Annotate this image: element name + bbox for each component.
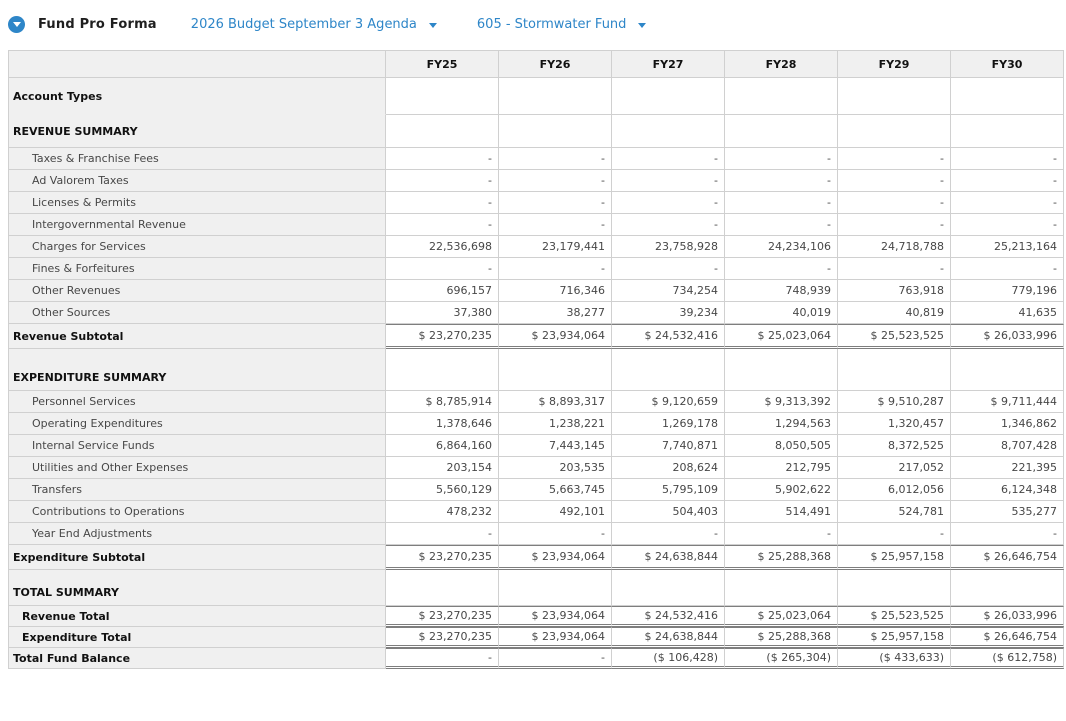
cell-value: -: [838, 148, 951, 170]
cell-value: 748,939: [725, 280, 838, 302]
table-row: [9, 78, 1064, 115]
cell-value: $ 9,711,444: [951, 391, 1064, 413]
cell-value: -: [725, 258, 838, 280]
cell-value: [951, 78, 1064, 115]
table-row: [9, 606, 1064, 627]
cell-value: [499, 570, 612, 606]
cell-value: -: [951, 214, 1064, 236]
row-label: EXPENDITURE SUMMARY: [9, 349, 386, 391]
cell-value: 763,918: [838, 280, 951, 302]
cell-value: -: [951, 170, 1064, 192]
cell-value: -: [499, 192, 612, 214]
cell-value: 696,157: [386, 280, 499, 302]
cell-value: 8,372,525: [838, 435, 951, 457]
cell-value: 37,380: [386, 302, 499, 324]
cell-value: -: [386, 192, 499, 214]
cell-value: -: [838, 523, 951, 545]
cell-value: $ 23,934,064: [499, 545, 612, 570]
row-label: Utilities and Other Expenses: [9, 457, 386, 479]
cell-value: $ 24,532,416: [612, 606, 725, 627]
cell-value: $ 26,646,754: [951, 627, 1064, 648]
cell-value: 40,019: [725, 302, 838, 324]
cell-value: 504,403: [612, 501, 725, 523]
cell-value: -: [612, 148, 725, 170]
table-row: [9, 236, 1064, 258]
cell-value: [499, 349, 612, 391]
cell-value: [838, 349, 951, 391]
column-header: FY29: [838, 51, 951, 78]
cell-value: $ 23,934,064: [499, 627, 612, 648]
table-row: [9, 648, 1064, 669]
cell-value: 5,663,745: [499, 479, 612, 501]
table-row: [9, 324, 1064, 349]
cell-value: $ 24,638,844: [612, 627, 725, 648]
cell-value: [386, 115, 499, 148]
row-label: Fines & Forfeitures: [9, 258, 386, 280]
table-row: [9, 413, 1064, 435]
table-row: [9, 349, 1064, 391]
cell-value: 5,902,622: [725, 479, 838, 501]
cell-value: $ 25,523,525: [838, 606, 951, 627]
cell-value: $ 9,120,659: [612, 391, 725, 413]
cell-value: 212,795: [725, 457, 838, 479]
cell-value: $ 8,785,914: [386, 391, 499, 413]
cell-value: 24,718,788: [838, 236, 951, 258]
row-label: Revenue Subtotal: [9, 324, 386, 349]
cell-value: [386, 570, 499, 606]
cell-value: [499, 78, 612, 115]
cell-value: -: [612, 258, 725, 280]
row-label: Contributions to Operations: [9, 501, 386, 523]
cell-value: [386, 78, 499, 115]
cell-value: -: [386, 170, 499, 192]
cell-value: 217,052: [838, 457, 951, 479]
cell-value: $ 23,270,235: [386, 627, 499, 648]
table-row: [9, 457, 1064, 479]
fund-dropdown-label: 605 - Stormwater Fund: [476, 16, 627, 32]
cell-value: -: [838, 170, 951, 192]
cell-value: 40,819: [838, 302, 951, 324]
table-row: [9, 627, 1064, 648]
cell-value: -: [386, 148, 499, 170]
row-label: Operating Expenditures: [9, 413, 386, 435]
cell-value: 7,443,145: [499, 435, 612, 457]
cell-value: -: [838, 192, 951, 214]
cell-value: -: [612, 523, 725, 545]
row-label: Intergovernmental Revenue: [9, 214, 386, 236]
row-label: Account Types: [9, 78, 386, 115]
cell-value: $ 25,023,064: [725, 324, 838, 349]
caret-down-icon: [13, 22, 21, 27]
cell-value: 41,635: [951, 302, 1064, 324]
cell-value: -: [725, 170, 838, 192]
cell-value: 22,536,698: [386, 236, 499, 258]
cell-value: 1,378,646: [386, 413, 499, 435]
cell-value: $ 25,957,158: [838, 545, 951, 570]
row-label: Expenditure Total: [9, 627, 386, 648]
row-label: Other Sources: [9, 302, 386, 324]
cell-value: $ 26,033,996: [951, 606, 1064, 627]
cell-value: 6,124,348: [951, 479, 1064, 501]
cell-value: 208,624: [612, 457, 725, 479]
cell-value: $ 25,288,368: [725, 545, 838, 570]
row-label: Other Revenues: [9, 280, 386, 302]
caret-down-icon: [638, 23, 646, 28]
cell-value: 203,535: [499, 457, 612, 479]
cell-value: $ 9,510,287: [838, 391, 951, 413]
cell-value: 23,758,928: [612, 236, 725, 258]
cell-value: 203,154: [386, 457, 499, 479]
cell-value: 734,254: [612, 280, 725, 302]
cell-value: 25,213,164: [951, 236, 1064, 258]
table-row: [9, 523, 1064, 545]
cell-value: -: [951, 192, 1064, 214]
table-row: [9, 435, 1064, 457]
table-row: [9, 214, 1064, 236]
cell-value: [951, 115, 1064, 148]
row-label: Revenue Total: [9, 606, 386, 627]
cell-value: $ 8,893,317: [499, 391, 612, 413]
cell-value: -: [725, 214, 838, 236]
cell-value: [612, 570, 725, 606]
cell-value: -: [725, 523, 838, 545]
column-header: FY26: [499, 51, 612, 78]
cell-value: [725, 78, 838, 115]
fund-dropdown[interactable]: [477, 17, 647, 32]
column-header: FY28: [725, 51, 838, 78]
table-row: [9, 302, 1064, 324]
cell-value: [612, 78, 725, 115]
table-row: [9, 170, 1064, 192]
table-row: [9, 570, 1064, 606]
table-row: [9, 391, 1064, 413]
cell-value: 779,196: [951, 280, 1064, 302]
cell-value: $ 25,523,525: [838, 324, 951, 349]
cell-value: -: [838, 214, 951, 236]
collapse-circle-caret-down-icon[interactable]: [8, 16, 25, 33]
cell-value: -: [499, 214, 612, 236]
cell-value: [951, 570, 1064, 606]
cell-value: -: [499, 170, 612, 192]
cell-value: -: [838, 258, 951, 280]
cell-value: ($ 265,304): [725, 648, 838, 669]
cell-value: 7,740,871: [612, 435, 725, 457]
cell-value: -: [499, 148, 612, 170]
cell-value: [612, 349, 725, 391]
row-label: Transfers: [9, 479, 386, 501]
cell-value: $ 9,313,392: [725, 391, 838, 413]
cell-value: [725, 570, 838, 606]
cell-value: 1,320,457: [838, 413, 951, 435]
cell-value: [951, 349, 1064, 391]
cell-value: 24,234,106: [725, 236, 838, 258]
cell-value: -: [725, 148, 838, 170]
table-row: [9, 148, 1064, 170]
column-header: FY30: [951, 51, 1064, 78]
cell-value: 38,277: [499, 302, 612, 324]
cell-value: 1,269,178: [612, 413, 725, 435]
column-header: FY27: [612, 51, 725, 78]
cell-value: [725, 115, 838, 148]
cell-value: [386, 349, 499, 391]
cell-value: -: [612, 214, 725, 236]
cell-value: -: [386, 523, 499, 545]
row-label: Ad Valorem Taxes: [9, 170, 386, 192]
cell-value: ($ 433,633): [838, 648, 951, 669]
row-label: Expenditure Subtotal: [9, 545, 386, 570]
table-row: [9, 501, 1064, 523]
caret-down-icon: [429, 23, 437, 28]
cell-value: -: [386, 214, 499, 236]
cell-value: -: [951, 258, 1064, 280]
cell-value: $ 25,288,368: [725, 627, 838, 648]
cell-value: $ 23,270,235: [386, 545, 499, 570]
cell-value: 8,707,428: [951, 435, 1064, 457]
cell-value: -: [951, 148, 1064, 170]
cell-value: $ 23,270,235: [386, 324, 499, 349]
row-label: Internal Service Funds: [9, 435, 386, 457]
table-row: [9, 192, 1064, 214]
cell-value: $ 25,023,064: [725, 606, 838, 627]
cell-value: [499, 115, 612, 148]
cell-value: 716,346: [499, 280, 612, 302]
cell-value: [838, 570, 951, 606]
row-label: Charges for Services: [9, 236, 386, 258]
budget-dropdown[interactable]: [191, 17, 437, 32]
cell-value: -: [386, 258, 499, 280]
pro-forma-table: [8, 50, 1064, 669]
row-label: Taxes & Franchise Fees: [9, 148, 386, 170]
cell-value: $ 24,638,844: [612, 545, 725, 570]
table-row: [9, 479, 1064, 501]
cell-value: 1,294,563: [725, 413, 838, 435]
row-label: TOTAL SUMMARY: [9, 570, 386, 606]
cell-value: -: [612, 170, 725, 192]
cell-value: 6,864,160: [386, 435, 499, 457]
row-label-column-header: [9, 51, 386, 78]
cell-value: 23,179,441: [499, 236, 612, 258]
row-label: Total Fund Balance: [9, 648, 386, 669]
toolbar: [0, 0, 1066, 37]
cell-value: [725, 349, 838, 391]
row-label: REVENUE SUMMARY: [9, 115, 386, 148]
cell-value: 524,781: [838, 501, 951, 523]
cell-value: -: [499, 258, 612, 280]
cell-value: -: [499, 648, 612, 669]
cell-value: $ 26,646,754: [951, 545, 1064, 570]
cell-value: 1,238,221: [499, 413, 612, 435]
cell-value: -: [499, 523, 612, 545]
table-row: [9, 545, 1064, 570]
budget-dropdown-label: 2026 Budget September 3 Agenda: [190, 16, 417, 32]
cell-value: 492,101: [499, 501, 612, 523]
cell-value: 5,560,129: [386, 479, 499, 501]
row-label: Year End Adjustments: [9, 523, 386, 545]
cell-value: 478,232: [386, 501, 499, 523]
cell-value: $ 23,934,064: [499, 606, 612, 627]
cell-value: 514,491: [725, 501, 838, 523]
table-row: [9, 258, 1064, 280]
cell-value: 5,795,109: [612, 479, 725, 501]
cell-value: 535,277: [951, 501, 1064, 523]
table-header-row: [9, 51, 1064, 78]
cell-value: -: [725, 192, 838, 214]
cell-value: 39,234: [612, 302, 725, 324]
cell-value: 221,395: [951, 457, 1064, 479]
cell-value: $ 26,033,996: [951, 324, 1064, 349]
cell-value: $ 25,957,158: [838, 627, 951, 648]
cell-value: [612, 115, 725, 148]
cell-value: 6,012,056: [838, 479, 951, 501]
cell-value: $ 23,270,235: [386, 606, 499, 627]
cell-value: 8,050,505: [725, 435, 838, 457]
cell-value: [838, 115, 951, 148]
cell-value: -: [386, 648, 499, 669]
table-row: [9, 280, 1064, 302]
cell-value: $ 23,934,064: [499, 324, 612, 349]
row-label: Licenses & Permits: [9, 192, 386, 214]
column-header: FY25: [386, 51, 499, 78]
cell-value: -: [612, 192, 725, 214]
cell-value: [838, 78, 951, 115]
cell-value: 1,346,862: [951, 413, 1064, 435]
cell-value: -: [951, 523, 1064, 545]
table-row: [9, 115, 1064, 148]
row-label: Personnel Services: [9, 391, 386, 413]
cell-value: $ 24,532,416: [612, 324, 725, 349]
page-title: Fund Pro Forma: [38, 16, 157, 32]
cell-value: ($ 612,758): [951, 648, 1064, 669]
cell-value: ($ 106,428): [612, 648, 725, 669]
